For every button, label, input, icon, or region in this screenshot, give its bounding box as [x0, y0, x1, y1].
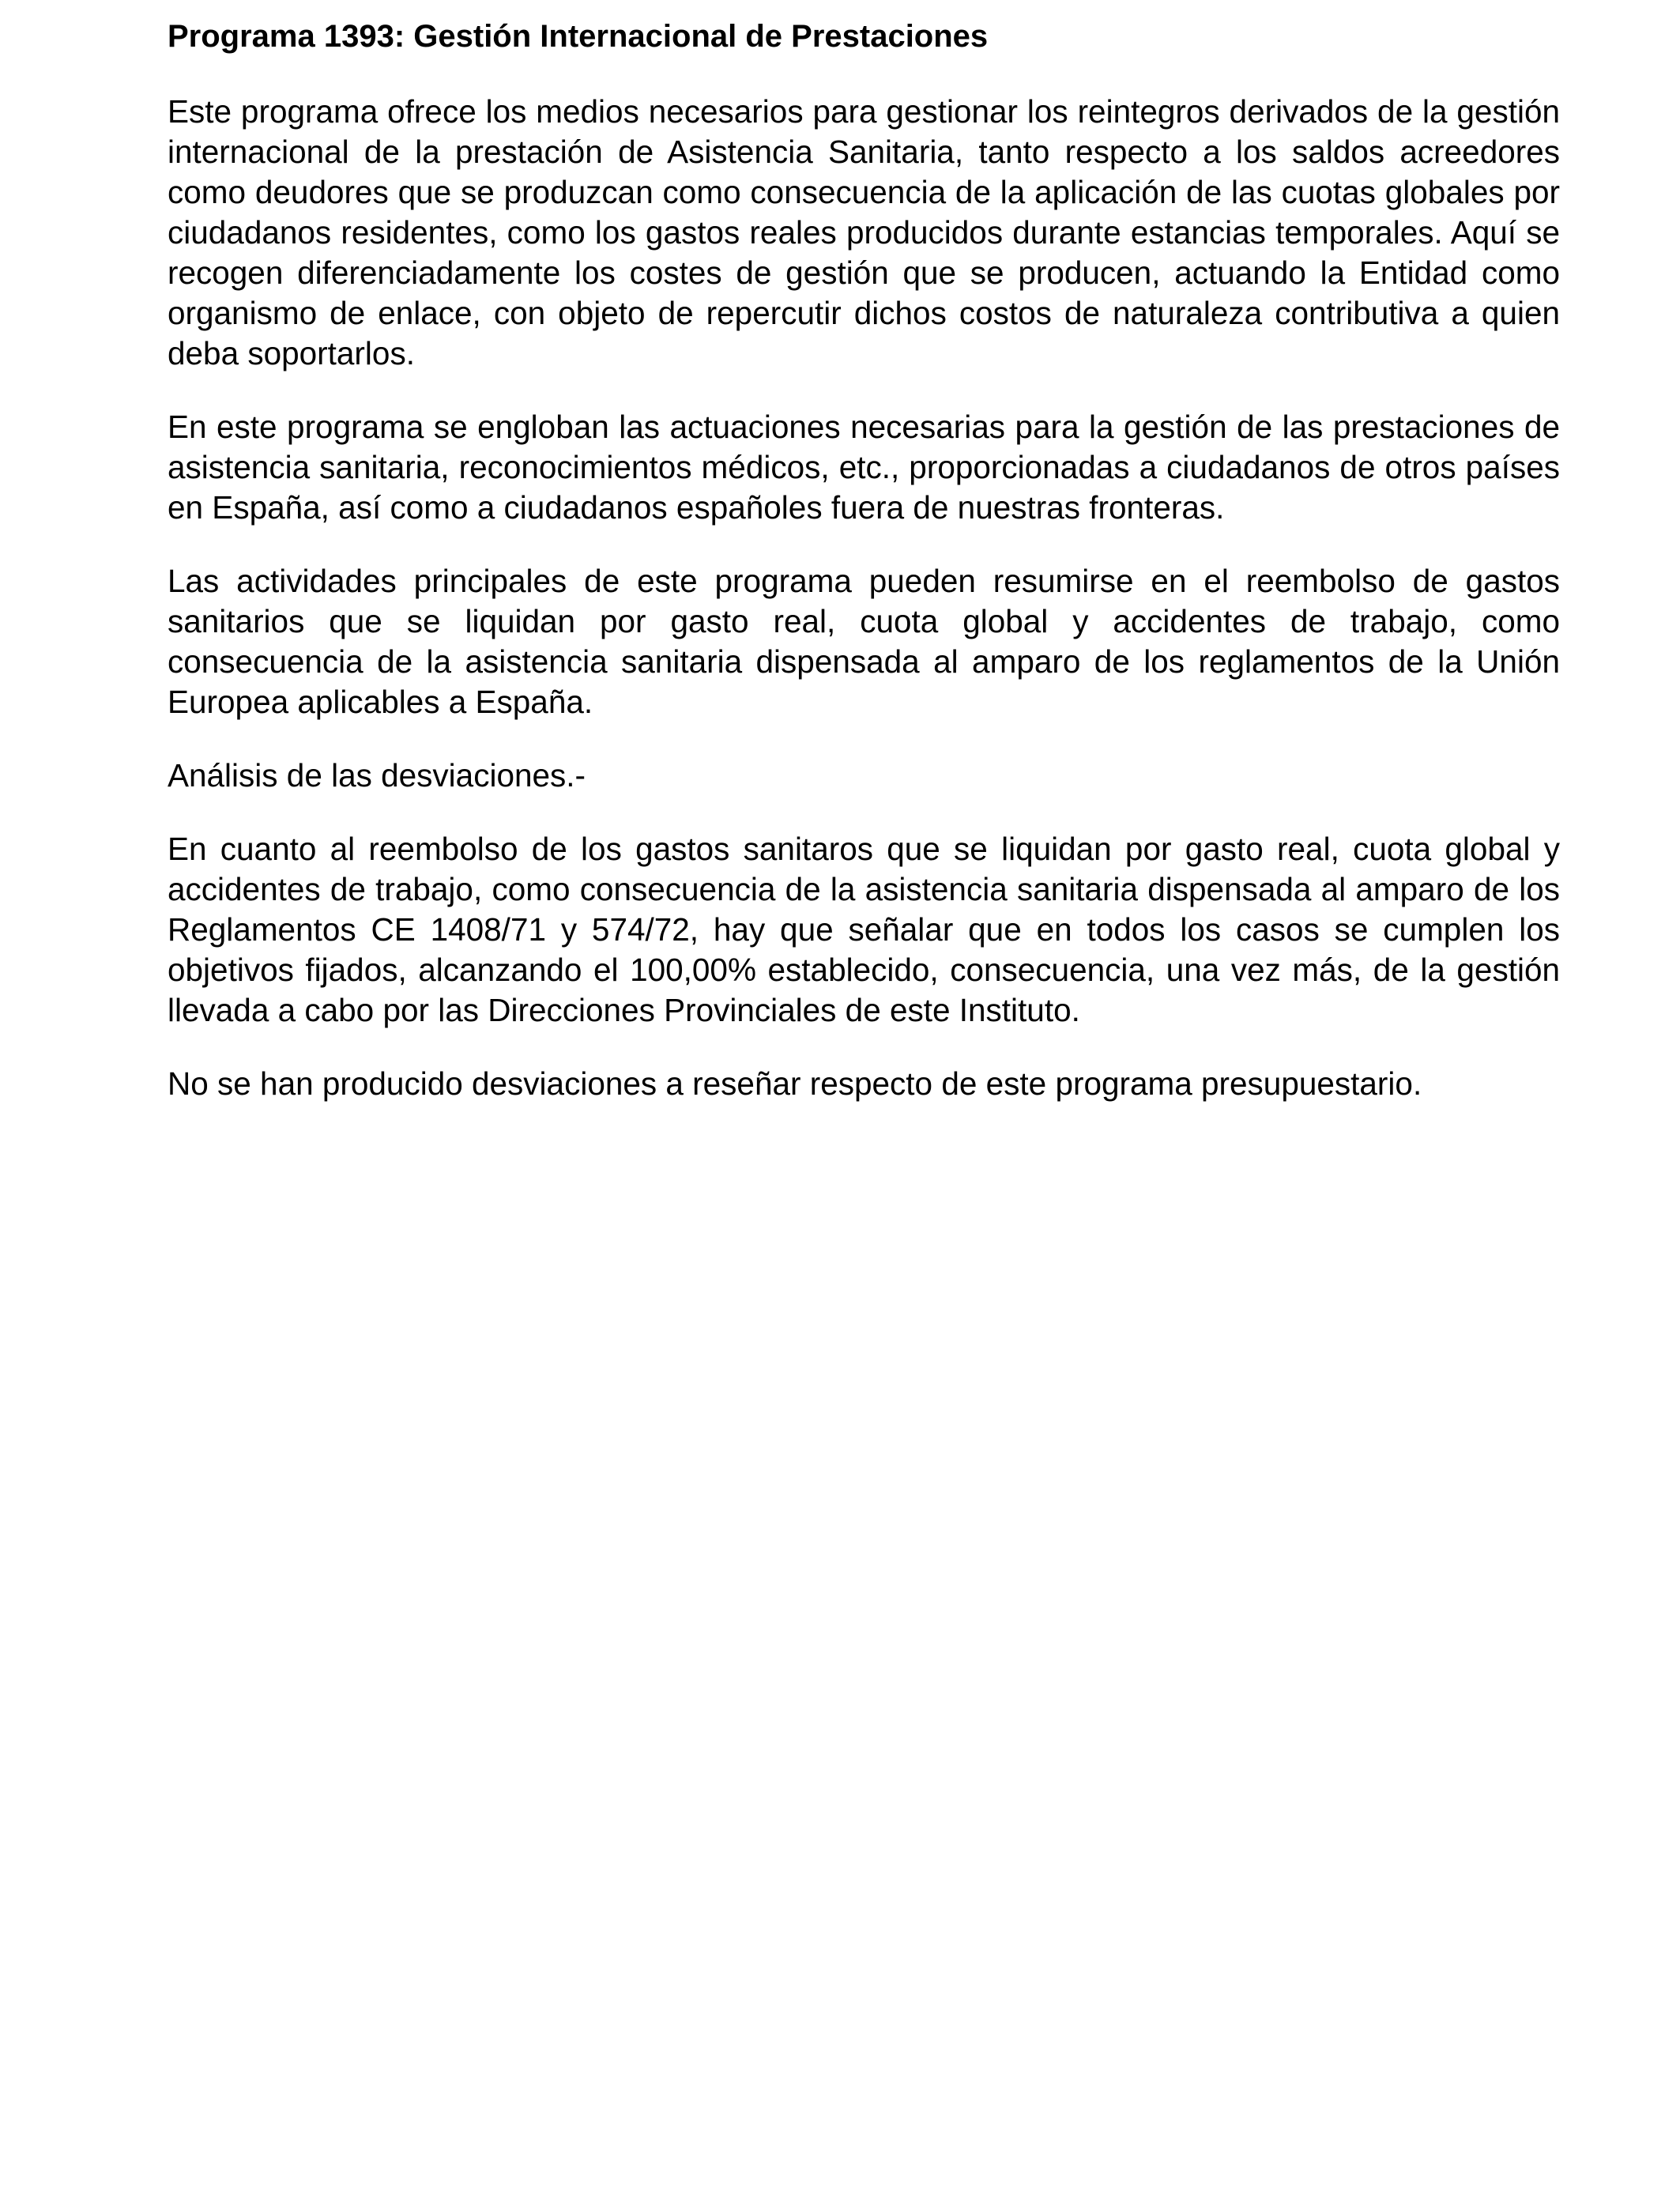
paragraph-scope: En este programa se engloban las actuaciones necesarias para la gestión de las prestaciones de asistencia sanitaria, reconocimientos médicos, etc., proporcionadas a ciudadanos de otros países en España, así como a ciudadanos españoles fuera de nuestras fronteras.	[168, 409, 1560, 526]
document-page	[168, 16, 1560, 1137]
section-heading-deviations: Análisis de las desviaciones.-	[168, 757, 586, 794]
paragraph-reimbursement: En cuanto al reembolso de los gastos sanitaros que se liquidan por gasto real, cuota global y accidentes de trabajo, como consecuencia de la asistencia sanitaria dispensada al amparo de los Reglamentos CE 1408/71 y 574/72, hay que señalar que en todos los casos se cumplen los objetivos fijados, alcanzando el 100,00% establecido, consecuencia, una vez más, de la gestión llevada a cabo por las Direcciones Provinciales de este Instituto.	[168, 831, 1560, 1028]
page-title: Programa 1393: Gestión Internacional de Prestaciones	[168, 19, 989, 54]
paragraph-conclusion: No se han producido desviaciones a reseñar respecto de este programa presupuestario.	[168, 1065, 1422, 1102]
paragraph-activities: Las actividades principales de este programa pueden resumirse en el reembolso de gastos sanitarios que se liquidan por gasto real, cuota global y accidentes de trabajo, como consecuencia de la asistencia sanitaria dispensada al amparo de los reglamentos de la Unión Europea aplicables a España.	[168, 563, 1560, 720]
paragraph-intro: Este programa ofrece los medios necesarios para gestionar los reintegros derivados de la gestión internacional de la prestación de Asistencia Sanitaria, tanto respecto a los saldos acreedores como deudores que se produzcan como consecuencia de la aplicación de las cuotas globales por ciudadanos residentes, como los gastos reales producidos durante estancias temporales. Aquí se recogen diferenciadamente los costes de gestión que se producen, actuando la Entidad como organismo de enlace, con objeto de repercutir dichos costos de naturaleza contributiva a quien deba soportarlos.	[168, 93, 1560, 371]
